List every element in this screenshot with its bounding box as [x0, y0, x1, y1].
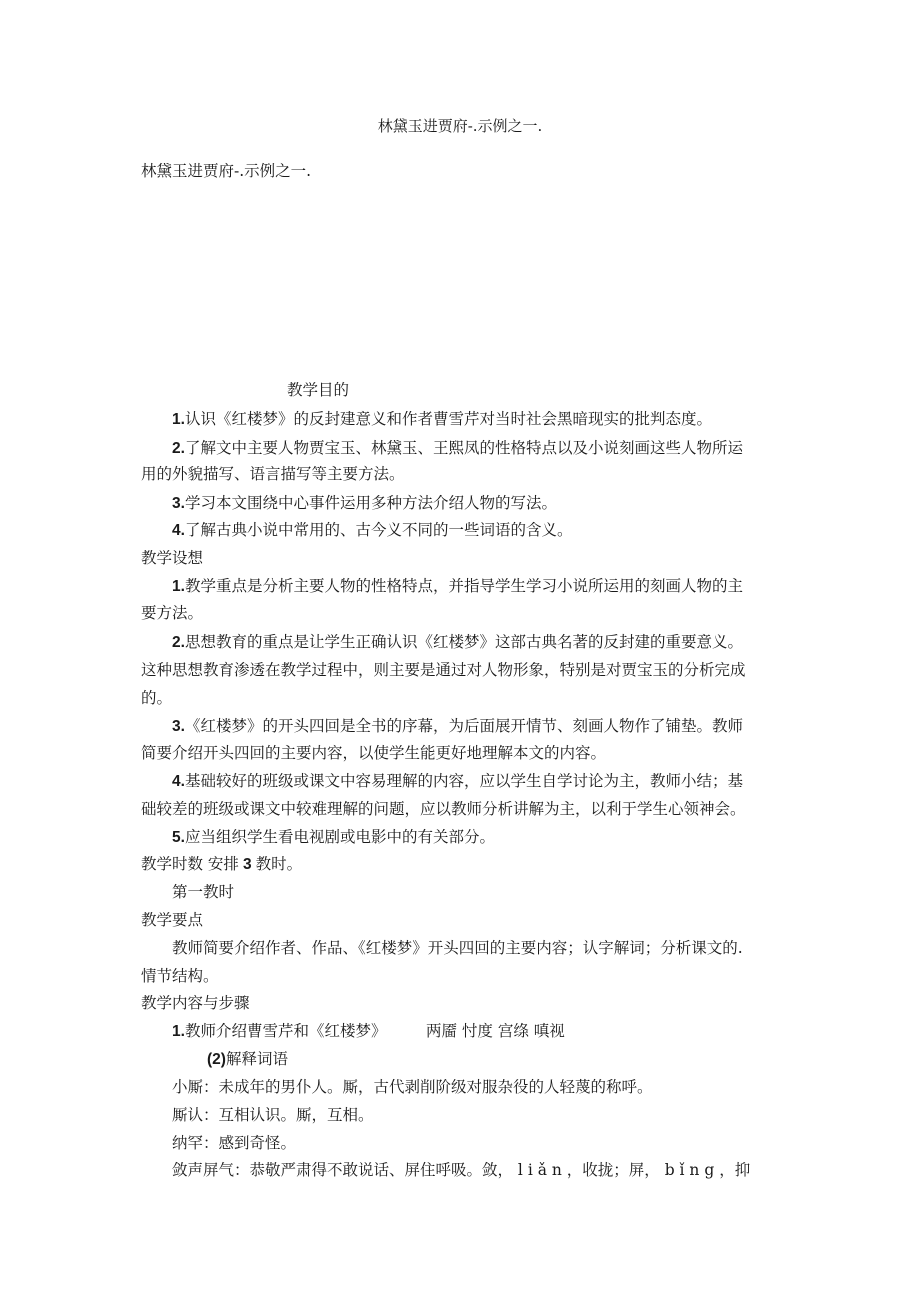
idea-number: 4.: [172, 773, 185, 790]
points-text-cont: 情节结构。: [141, 967, 219, 985]
teaching-hours: [141, 854, 302, 875]
step-text: 教师介绍曹雪芹和《红楼梦》: [184, 1022, 387, 1040]
word-definition-2: 厮认：互相认识。厮，互相。: [172, 1106, 374, 1124]
goal-item-4: [172, 520, 572, 541]
points-text: 教师简要介绍作者、作品、《红楼梦》开头四回的主要内容；认字解词；分析课文的.: [172, 939, 743, 957]
section-heading-goals: 教学目的: [287, 381, 350, 399]
goal-text: 认识《红楼梦》的反封建意义和作者曹雪芹对当时社会黑暗现实的批判态度。: [184, 410, 712, 428]
idea-number: 3.: [172, 718, 185, 735]
goal-number: 1.: [172, 411, 185, 428]
substep-number: (2): [207, 1051, 226, 1068]
goal-number: 2.: [172, 440, 185, 457]
step-number: 1.: [172, 1023, 185, 1040]
idea-item-1: [172, 576, 743, 597]
hours-unit: 教时。: [255, 855, 303, 873]
idea-item-4: [172, 771, 743, 792]
idea-item-2-cont: 这种思想教育渗透在教学过程中，则主要是通过对人物形象，特别是对贾宝玉的分析完成: [141, 661, 746, 679]
idea-number: 5.: [172, 829, 185, 846]
substep-text: 解释词语: [225, 1050, 288, 1068]
page-header: 林黛玉进贾府-.示例之一.: [377, 117, 543, 135]
goal-text: 了解文中主要人物贾宝玉、林黛玉、王熙凤的性格特点以及小说刻画这些人物所运: [184, 439, 743, 457]
step-1: [172, 1021, 386, 1042]
idea-text: 思想教育的重点是让学生正确认识《红楼梦》这部古典名著的反封建的重要意义。: [184, 633, 743, 651]
hours-number: 3: [242, 856, 252, 873]
goal-item-3: [172, 493, 557, 514]
idea-text: 《红楼梦》的开头四回是全书的序幕，为后面展开情节、刻画人物作了铺垫。教师: [184, 717, 743, 735]
idea-number: 1.: [172, 578, 185, 595]
step-1-words: 两靥 忖度 宫绦 嗔视: [426, 1022, 565, 1040]
section-heading-points: 教学要点: [141, 911, 204, 929]
goal-item-2: [172, 438, 743, 459]
goal-item-1: [172, 409, 712, 430]
goal-number: 4.: [172, 522, 185, 539]
idea-item-2: [172, 632, 743, 653]
word-definition-4: 敛声屏气：恭敬严肃得不敢说话、屏住呼吸。敛， l i ǎ n ，收拢；屏， b ǐ n g ，抑: [172, 1161, 751, 1179]
word-definition-3: 纳罕：感到奇怪。: [172, 1134, 297, 1152]
idea-item-2-cont2: 的。: [141, 689, 173, 707]
goal-item-2-cont: 用的外貌描写、语言描写等主要方法。: [141, 465, 405, 483]
section-heading-steps: 教学内容与步骤: [141, 994, 250, 1012]
goal-text: 学习本文围绕中心事件运用多种方法介绍人物的写法。: [184, 494, 557, 512]
goal-text: 了解古典小说中常用的、古今义不同的一些词语的含义。: [184, 521, 573, 539]
idea-text: 基础较好的班级或课文中容易理解的内容，应以学生自学讨论为主，教师小结；基: [184, 772, 743, 790]
word-definition-1: 小厮：未成年的男仆人。厮，古代剥削阶级对服杂役的人轻蔑的称呼。: [172, 1078, 653, 1096]
idea-item-4-cont: 础较差的班级或课文中较难理解的问题，应以教师分析讲解为主，以利于学生心领神会。: [141, 800, 746, 818]
idea-number: 2.: [172, 634, 185, 651]
section-heading-ideas: 教学设想: [141, 549, 204, 567]
document-title: 林黛玉进贾府-.示例之一.: [141, 162, 312, 180]
idea-item-1-cont: 要方法。: [141, 604, 204, 622]
idea-text: 应当组织学生看电视剧或电影中的有关部分。: [184, 828, 495, 846]
idea-item-3-cont: 简要介绍开头四回的主要内容，以使学生能更好地理解本文的内容。: [141, 744, 607, 762]
idea-text: 教学重点是分析主要人物的性格特点，并指导学生学习小说所运用的刻画人物的主: [184, 577, 743, 595]
lesson-heading: 第一教时: [172, 883, 235, 901]
idea-item-5: [172, 827, 495, 848]
hours-label: 教学时数 安排: [141, 855, 239, 873]
goal-number: 3.: [172, 495, 185, 512]
idea-item-3: [172, 716, 743, 737]
substep-2: [207, 1049, 288, 1070]
